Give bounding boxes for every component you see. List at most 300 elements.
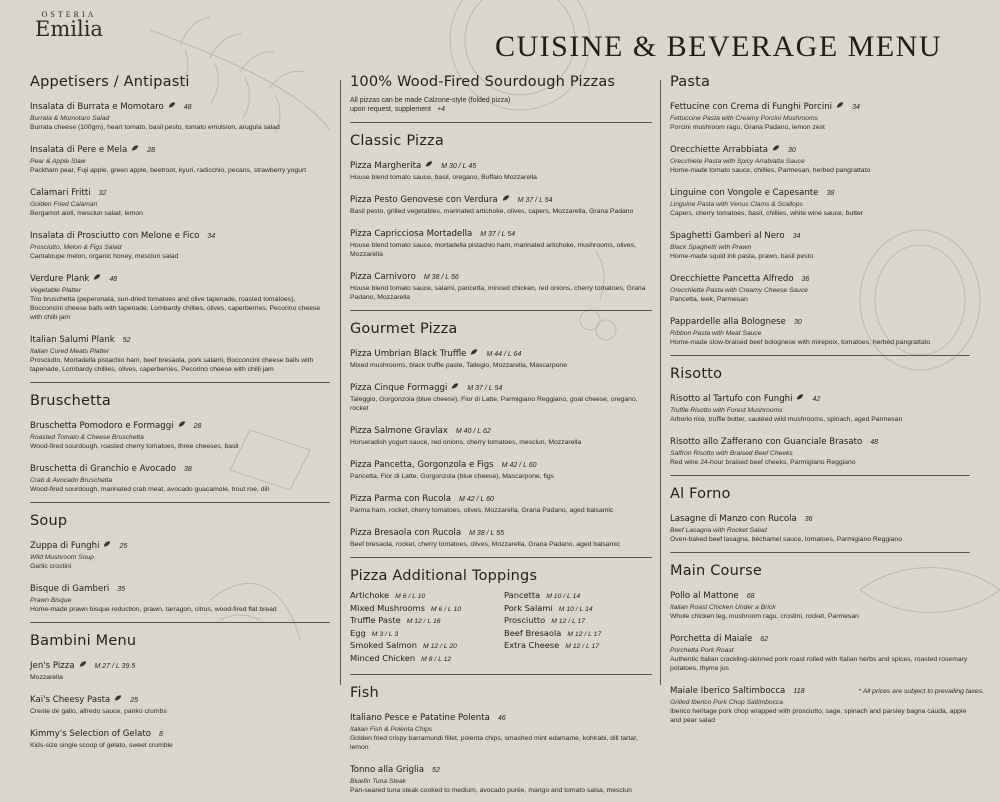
menu-item-line	[350, 377, 652, 395]
dish-description: Home-made tomato sauce, chillies, Parmesan, herbed pangrattato	[670, 167, 871, 174]
dish-description: Parma ham, rocket, cherry tomatoes, olives, Mozzarella, Grana Padano, aged balsamic	[350, 507, 614, 514]
dish-subtitle: Burrata & Momotaro Salad	[30, 115, 110, 122]
dish-subtitle: Orecchiete Pasta with Spicy Arrabiatta Sauce	[670, 158, 805, 165]
dish-price: M 27 / L 39.5	[94, 663, 136, 670]
dish-price: 25	[119, 543, 128, 550]
menu-item-line	[350, 266, 652, 284]
toppings-right-list	[504, 590, 652, 666]
dish-name: Pizza Cinque Formaggi	[350, 383, 448, 393]
dish-name: Pappardelle alla Bolognese	[670, 317, 786, 327]
topping-row	[350, 653, 498, 666]
dish-price: M 40 / L 62	[455, 428, 491, 435]
menu-item-line	[670, 585, 970, 603]
section-title: Bruschetta	[30, 393, 111, 409]
dish-name: Insalata di Burrata e Momotaro	[30, 102, 164, 112]
menu-item	[670, 96, 970, 132]
dish-subtitle: Italian Roast Chicken Under a Brick	[670, 604, 776, 611]
dish-price: 38	[826, 190, 835, 197]
menu-section	[670, 563, 970, 725]
dish-description: Arborio rice, truffle butter, sautéed wild mushrooms, spinach, aged Parmesan	[670, 416, 903, 423]
dish-price: 36	[804, 516, 813, 523]
section-divider	[670, 355, 970, 356]
dish-subtitle: Fettuccine Pasta with Creamy Porcini Mushrooms	[670, 115, 818, 122]
dish-subtitle: Golden Fried Calamari	[30, 201, 98, 208]
menu-item	[350, 522, 652, 549]
section-divider	[350, 674, 652, 675]
menu-section	[30, 633, 330, 750]
topping-name: Smoked Salmon	[350, 640, 418, 651]
menu-item-line	[670, 268, 970, 286]
topping-name: Extra Cheese	[504, 640, 560, 651]
section-divider	[350, 122, 652, 123]
menu-item	[350, 155, 652, 182]
dish-subtitle: Prosciutto, Melon & Figs Salad	[30, 244, 122, 251]
leaf-icon	[502, 195, 510, 201]
dish-price: 36	[801, 276, 810, 283]
dish-description: Iberico heritage pork chop wrapped with prosciutto, sage, spinach and parsley bagna cauda, apple and pear salad	[670, 708, 967, 724]
leaf-icon	[168, 102, 176, 108]
menu-item-line	[670, 311, 970, 329]
menu-item	[670, 680, 970, 725]
dish-name: Porchetta di Maiale	[670, 634, 753, 644]
section-title: Gourmet Pizza	[350, 321, 458, 337]
supplement-price: +4	[436, 106, 445, 113]
dish-price: M 30 / L 45	[441, 163, 477, 170]
dish-name: Italian Salumi Plank	[30, 335, 115, 345]
menu-item-line	[30, 723, 330, 741]
dish-description: Creste de gallo, alfredo sauce, panko crumbs	[30, 708, 167, 715]
menu-item	[30, 329, 330, 374]
toppings-section	[350, 568, 652, 666]
menu-item-line	[670, 96, 970, 114]
section-title: Appetisers / Antipasti	[30, 74, 190, 90]
dish-subtitle: Porchetta Pork Roast	[670, 647, 734, 654]
menu-item-line	[670, 431, 970, 449]
dish-price: 38	[184, 466, 192, 473]
section-title: Main Course	[670, 563, 763, 579]
dish-name: Pizza Salmone Gravlax	[350, 426, 448, 436]
menu-item	[670, 585, 970, 621]
topping-price: M 12 / L 17	[567, 630, 602, 638]
dish-description: Wood-fired sourdough, marinated crab meat, avocado guacamole, trout roe, dill	[30, 486, 270, 493]
dish-subtitle: Pear & Apple Slaw	[30, 158, 86, 165]
dish-subtitle: Crab & Avocado Bruschetta	[30, 477, 113, 484]
leaf-icon	[451, 383, 459, 389]
menu-item-line	[30, 225, 330, 243]
dish-name: Verdure Plank	[30, 274, 90, 284]
dish-description: Golden fried crispy barramundi fillet, polenta chips, smashed mint edamame, kohlrabi, dill tartar, lemon	[350, 734, 638, 751]
menu-item-line	[670, 182, 970, 200]
dish-description: Packham pear, Fuji apple, green apple, beetroot, kyuri, radicchio, pecans, strawberry yogurt	[30, 167, 307, 174]
menu-item	[30, 723, 330, 750]
dish-subtitle: Black Spaghetti with Prawn	[670, 244, 752, 251]
menu-item-line	[350, 759, 652, 777]
topping-price: M 12 / L 16	[406, 618, 441, 626]
section-divider	[30, 622, 330, 623]
leaf-icon	[178, 421, 186, 427]
topping-price: M 12 / L 17	[551, 618, 586, 626]
menu-item-line	[30, 268, 330, 286]
dish-description: Burrata cheese (100gm), heart tomato, basil pesto, tomato emulsion, arugula salad	[30, 124, 280, 131]
menu-item-line	[30, 535, 330, 553]
menu-item	[350, 454, 652, 481]
middle-column	[350, 70, 652, 802]
dish-subtitle: Linguine Pasta with Venus Clams & Scallops	[670, 201, 803, 208]
topping-row	[504, 628, 652, 641]
topping-price: M 10 / L 14	[558, 605, 593, 613]
menu-item-line	[30, 415, 330, 433]
dish-price: 34	[207, 233, 216, 240]
dish-name: Pizza Carnivoro	[350, 272, 416, 282]
menu-item	[350, 223, 652, 259]
dish-price: M 38 / L 56	[423, 274, 459, 281]
menu-item	[350, 377, 652, 413]
right-column	[670, 70, 970, 732]
dish-subtitle: Italian Fish & Polenta Chips	[350, 725, 433, 733]
dish-subtitle: Italian Cured Meats Platter	[30, 348, 110, 355]
menu-item-line	[350, 155, 652, 173]
menu-item-line	[350, 454, 652, 472]
menu-item	[30, 96, 330, 132]
leaf-icon	[79, 661, 87, 667]
dish-name: Kai's Cheesy Pasta	[30, 695, 111, 705]
menu-section	[670, 366, 970, 467]
topping-row	[350, 615, 498, 628]
menu-item	[670, 182, 970, 218]
dish-price: 30	[788, 147, 796, 154]
dish-description: Home-made slow-braised beef bolognese with mirepoix, tomatoes, herbed pangrattato	[670, 339, 931, 346]
leaf-icon	[93, 274, 101, 280]
menu-item	[350, 420, 652, 447]
dish-name: Pollo al Mattone	[670, 591, 739, 601]
topping-name: Truffle Paste	[350, 615, 401, 626]
calzone-note-line: upon request, supplement	[350, 106, 431, 113]
menu-item	[30, 139, 330, 175]
dish-description: Pan-seared tuna steak cooked to medium, avocado purée, mango and tomato salsa, mesclun	[350, 786, 632, 794]
dish-name: Pizza Pancetta, Gorgonzola e Figs	[350, 460, 494, 470]
topping-row	[350, 590, 498, 603]
dish-name: Risotto allo Zafferano con Guanciale Brasato	[670, 437, 863, 447]
dish-description: Horseradish yogurt sauce, red onions, cherry tomatoes, mesclun, Mozzarella	[350, 439, 582, 446]
dish-description: House blend tomato sauce, salami, pancetta, minced chicken, red onions, cherry tomatoes, Grana Padano, Mozzarella	[350, 285, 646, 301]
toppings-left-list	[350, 590, 498, 666]
menu-item	[350, 189, 652, 216]
dish-price: 34	[852, 104, 860, 111]
menu-item	[670, 431, 970, 467]
menu-item-line	[670, 508, 970, 526]
topping-name: Artichoke	[350, 590, 390, 600]
menu-section	[30, 393, 330, 494]
menu-section	[30, 74, 330, 374]
topping-row	[350, 628, 498, 641]
menu-item-line	[30, 139, 330, 157]
menu-section	[350, 321, 652, 549]
dish-description: Porcini mushroom ragu, Grana Padano, lemon zest	[670, 124, 825, 131]
dish-price: 28	[147, 147, 156, 154]
menu-item-line	[30, 96, 330, 114]
topping-row	[504, 590, 652, 603]
dish-subtitle: Orecchiette Pasta with Creamy Cheese Sauce	[670, 287, 808, 294]
brand-logo	[26, 10, 112, 41]
menu-item	[30, 415, 330, 451]
dish-description: Prosciutto, Mortadella pistachio ham, beef bresaola, pork salami, Bocconcini cheese balls with tapenade, Lombardy chillies, olives, caperberries, Pecorino cheese with chilli jam	[30, 357, 314, 373]
menu-item	[350, 343, 652, 370]
dish-name: Zuppa di Funghi	[30, 541, 100, 551]
section-title: Bambini Menu	[30, 633, 137, 649]
dish-description: Trio bruschetta (peperonata, sun-dried tomatoes and olive tapenade, roasted tomatoes), Bocconcini cheese balls with tapenade, Lombardy chillies, olives, caperberries, Pecorino cheese with chilli jam	[30, 296, 321, 321]
dish-name: Calamari Fritti	[30, 188, 91, 198]
dish-name: Pizza Parma con Rucola	[350, 494, 452, 504]
dish-price: M 42 / L 60	[459, 496, 494, 503]
topping-price: M 10 / L 14	[546, 593, 581, 600]
menu-item-line	[30, 689, 330, 707]
dish-name: Maiale Iberico Saltimbocca	[670, 686, 786, 696]
dish-subtitle: Grilled Iberico Pork Chop Saltimbocca	[670, 699, 783, 706]
dish-description: House blend tomato sauce, mortadella pistachio ham, marinated artichoke, mushrooms, olives, Mozzarella	[350, 242, 636, 258]
dish-price: M 38 / L 55	[469, 530, 505, 537]
dish-description: Basil pesto, grilled vegetables, marinated artichoke, olives, capers, Mozzarella, Grana Padano	[350, 208, 634, 215]
menu-section	[30, 513, 330, 614]
leaf-icon	[114, 695, 122, 701]
section-title: Fish	[350, 684, 379, 701]
dish-subtitle: Wild Mushroom Soup	[30, 554, 94, 561]
dish-name: Italiano Pesce e Patatine Polenta	[350, 712, 490, 723]
dish-description: Wood-fired sourdough, roasted cherry tomatoes, three cheeses, basil	[30, 443, 239, 450]
topping-row	[350, 640, 498, 653]
dish-name: Spaghetti Gamberi al Nero	[670, 231, 785, 241]
section-title: Classic Pizza	[350, 133, 444, 149]
section-title: Pizza Additional Toppings	[350, 568, 538, 584]
menu-item-line	[670, 139, 970, 157]
dish-description: Mozzarella	[30, 674, 63, 681]
dish-name: Jen's Pizza	[30, 661, 75, 671]
topping-row	[350, 603, 498, 616]
menu-section	[670, 486, 970, 544]
dish-subtitle: Prawn Bisque	[30, 597, 72, 604]
dish-description: Cantaloupe melon, organic honey, mesclun salad	[30, 253, 179, 260]
calzone-note	[350, 96, 652, 114]
dish-description: Authentic Italian crackling-skinned pork roast rolled with Italian herbs and spices, roasted rosemary potatoes, thyme jus	[670, 656, 968, 672]
topping-name: Minced Chicken	[350, 652, 416, 663]
dish-price: 42	[812, 396, 821, 403]
dish-subtitle: Vegetable Platter	[30, 287, 82, 294]
dish-price: 28	[193, 423, 202, 430]
dish-name: Bruschetta di Granchio e Avocado	[30, 464, 177, 474]
menu-item-line	[670, 225, 970, 243]
menu-item-line	[30, 329, 330, 347]
menu-item	[670, 225, 970, 261]
dish-name: Fettucine con Crema di Funghi Porcini	[670, 102, 833, 112]
dish-description: Whole chicken leg, mushroom ragu, crostini, rocket, Parmesan	[670, 613, 859, 620]
dish-price: M 37 / L 54	[517, 197, 553, 204]
dish-price: M 37 / L 54	[467, 385, 503, 392]
menu-item	[30, 535, 330, 571]
menu-item-line	[350, 488, 652, 506]
dish-name: Kimmy's Selection of Gelato	[30, 729, 152, 739]
brand-name: Emilia	[35, 17, 103, 41]
sourdough-section	[350, 74, 652, 114]
dish-name: Pizza Bresaola con Rucola	[350, 528, 462, 538]
menu-item	[30, 578, 330, 614]
menu-item-line	[350, 223, 652, 241]
section-divider	[30, 382, 330, 383]
leaf-icon	[131, 145, 139, 151]
menu-item	[30, 458, 330, 494]
topping-price: M 12 / L 20	[423, 643, 457, 651]
dish-price: M 37 / L 54	[480, 231, 516, 238]
dish-name: Pizza Pesto Genovese con Verdura	[350, 195, 498, 205]
dish-name: Tonno alla Griglia	[350, 764, 425, 775]
dish-price: 52	[432, 766, 440, 774]
topping-name: Egg	[350, 627, 366, 638]
leaf-icon	[470, 349, 478, 355]
brand-arc-text: OSTERIA	[41, 10, 97, 19]
leaf-icon	[796, 394, 804, 400]
topping-row	[504, 615, 652, 628]
section-divider	[350, 310, 652, 311]
topping-price: M 8 / L 12	[421, 655, 452, 663]
leaf-icon	[425, 161, 433, 167]
dish-name: Orecchiette Pancetta Alfredo	[670, 274, 794, 284]
menu-item-line	[30, 655, 330, 673]
dish-price: M 44 / L 64	[486, 351, 522, 358]
menu-item-line	[30, 182, 330, 200]
dish-price: 25	[130, 697, 138, 704]
menu-item-line	[670, 388, 970, 406]
dish-description: Garlic crostini	[30, 563, 72, 570]
menu-item	[350, 707, 652, 752]
menu-item-line	[30, 578, 330, 596]
dish-description: Oven-baked beef lasagna, béchamel sauce, tomatoes, Parmigiano Reggiano	[670, 536, 902, 543]
dish-description: Mixed mushrooms, black truffle paste, Tallegio, Mozzarella, Mascarpone	[350, 362, 567, 369]
dish-subtitle: Beef Lasagna with Rocket Salad	[670, 527, 767, 534]
dish-name: Lasagne di Manzo con Rucola	[670, 514, 797, 524]
dish-name: Insalata di Prosciutto con Melone e Fico	[30, 231, 200, 241]
dish-description: Pancetta, Fior di Latte, Gorgonzola (blue cheese), Mascarpone, figs	[350, 473, 555, 480]
dish-name: Pizza Umbrian Black Truffle	[350, 349, 467, 359]
menu-section	[350, 133, 652, 302]
section-title: Al Forno	[670, 486, 731, 502]
menu-item	[670, 628, 970, 673]
menu-item	[670, 508, 970, 544]
fish-section	[350, 685, 652, 795]
left-column	[30, 70, 330, 757]
dish-description: Bergamot aioli, mesclun salad, lemon	[30, 210, 143, 217]
menu-item-line	[350, 189, 652, 207]
dish-price: 48	[109, 276, 118, 283]
section-title: Soup	[30, 513, 68, 529]
column-divider	[340, 80, 341, 685]
menu-item	[670, 388, 970, 424]
menu-item	[350, 759, 652, 795]
dish-price: 34	[792, 233, 801, 240]
menu-title: CUISINE & BEVERAGE MENU	[495, 30, 942, 63]
dish-price: 118	[793, 688, 805, 695]
dish-name: Linguine con Vongole e Capesante	[670, 188, 819, 198]
section-divider	[670, 475, 970, 476]
section-divider	[350, 557, 652, 558]
topping-name: Prosciutto	[504, 615, 546, 626]
menu-item-line	[350, 420, 652, 438]
dish-name: Pizza Capricciosa Mortadella	[350, 229, 473, 239]
menu-item-line	[350, 522, 652, 540]
topping-row	[504, 640, 652, 653]
leaf-icon	[772, 145, 780, 151]
menu-item	[30, 182, 330, 218]
leaf-icon	[103, 541, 111, 547]
section-title: Risotto	[670, 366, 723, 382]
topping-price: M 12 / L 17	[565, 643, 600, 651]
dish-name: Bisque di Gamberi	[30, 584, 110, 594]
dish-price: 46	[497, 714, 506, 722]
menu-item	[30, 268, 330, 322]
menu-item	[670, 311, 970, 347]
dish-price: 68	[746, 593, 755, 600]
dish-description: Red wine 24-hour braised beef cheeks, Parmigiano Reggiano	[670, 459, 856, 466]
dish-name: Orecchiette Arrabbiata	[670, 145, 768, 155]
dish-price: 32	[98, 190, 107, 197]
dish-price: 48	[870, 439, 879, 446]
topping-name: Pork Salami	[504, 602, 553, 613]
dish-price: 30	[793, 319, 802, 326]
dish-description: Capers, cherry tomatoes, basil, chillies, white wine sauce, butter	[670, 210, 864, 217]
dish-description: Home-made squid ink pasta, prawn, basil pesto	[670, 253, 814, 260]
dish-description: Kids-size single scoop of gelato, sweet crumble	[30, 742, 173, 749]
menu-item	[350, 488, 652, 515]
menu-item-line	[30, 458, 330, 476]
dish-price: 35	[117, 586, 126, 593]
menu-item	[30, 689, 330, 716]
dish-subtitle: Ribbon Pasta with Meat Sauce	[670, 330, 762, 337]
dish-description: Pancetta, leek, Parmesan	[670, 296, 748, 303]
menu-item-line	[350, 707, 652, 725]
menu-item	[350, 266, 652, 302]
calzone-note-line: All pizzas can be made Calzone-style (folded pizza)	[350, 97, 511, 104]
menu-section	[670, 74, 970, 347]
dish-name: Pizza Margherita	[350, 161, 422, 171]
menu-item	[670, 139, 970, 175]
topping-name: Pancetta	[504, 590, 541, 600]
dish-price: 8	[159, 731, 163, 738]
menu-item-line	[670, 628, 970, 646]
menu-item	[30, 225, 330, 261]
dish-description: House blend tomato sauce, basil, oregano, Buffalo Mozzarella	[350, 174, 537, 181]
topping-price: M 6 / L 10	[430, 605, 462, 613]
section-divider	[30, 502, 330, 503]
dish-name: Risotto al Tartufo con Funghi	[670, 394, 793, 404]
dish-name: Insalata di Pere e Mela	[30, 145, 128, 155]
dish-name: Bruschetta Pomodoro e Formaggi	[30, 421, 174, 431]
topping-name: Beef Bresaola	[504, 627, 562, 638]
tax-footnote: * All prices are subject to prevailing taxes.	[858, 688, 984, 695]
topping-name: Mixed Mushrooms	[350, 602, 425, 613]
dish-description: Taleggio, Gorgonzola (blue cheese), Fior di Latte, Parmigiano Reggiano, goat cheese, oregano, rocket	[350, 396, 638, 412]
dish-price: 48	[183, 104, 192, 111]
dish-description: Beef bresaola, rocket, cherry tomatoes, olives, Mozzarella, Grana Padano, aged balsamic	[350, 541, 621, 548]
topping-price: M 3 / L 3	[371, 630, 399, 638]
menu-item	[30, 655, 330, 682]
section-title: Pasta	[670, 74, 711, 90]
topping-row	[504, 603, 652, 616]
dish-subtitle: Roasted Tomato & Cheese Bruschetta	[30, 434, 144, 441]
menu-item-line	[350, 343, 652, 361]
dish-subtitle: Bluefin Tuna Steak	[350, 777, 407, 785]
menu-item	[670, 268, 970, 304]
leaf-icon	[836, 102, 844, 108]
dish-price: M 42 / L 60	[501, 462, 537, 469]
dish-price: 62	[760, 636, 769, 643]
section-divider	[670, 552, 970, 553]
